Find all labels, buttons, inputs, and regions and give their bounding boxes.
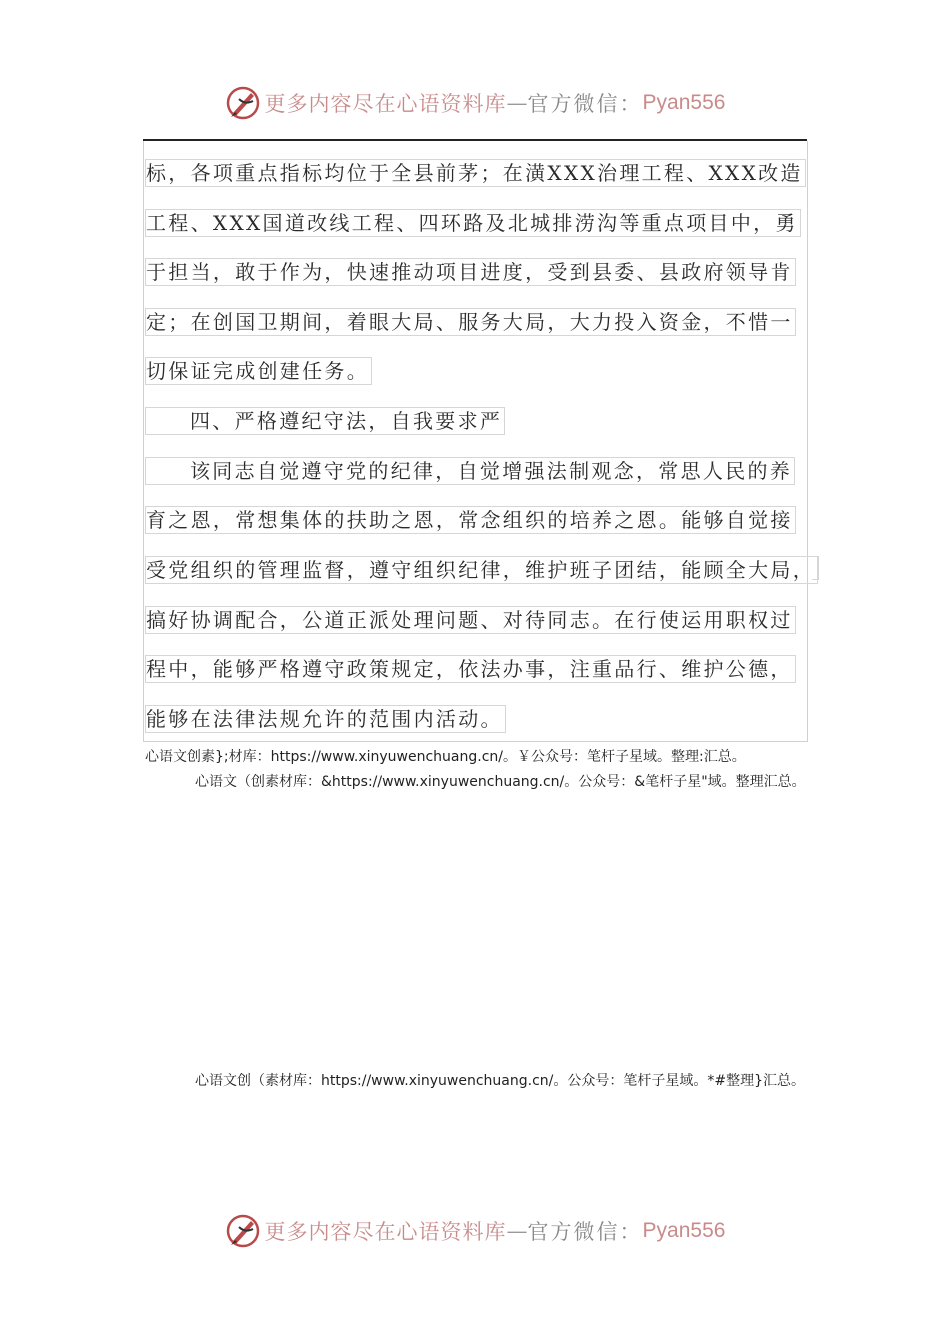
body-line: 搞好协调配合，公道正派处理问题、对待同志。在行使运用职权过 <box>145 606 796 634</box>
brand-separator: — <box>506 1219 528 1243</box>
brand-slogan: 更多内容尽在心语资料库 <box>264 92 507 116</box>
source-note <box>145 1069 810 1094</box>
brand-slogan: 更多内容尽在心语资料库 <box>264 1220 507 1244</box>
source-note-text: 心语文创素};材库：https://www.xinyuwenchuang.cn/。￥公众号：笔杆子星域。整理:汇总。 <box>145 749 746 765</box>
body-line: 能够在法律法规允许的范围内活动。 <box>145 705 506 733</box>
source-note <box>145 770 810 795</box>
body-line: 切保证完成创建任务。 <box>145 357 372 385</box>
source-note <box>145 745 810 770</box>
pen-logo-icon <box>225 1213 261 1249</box>
line-overflow-marker <box>812 556 819 580</box>
body-line: 定；在创国卫期间，着眼大局、服务大局，大力投入资金，不惜一 <box>145 308 796 336</box>
body-line: 受党组织的管理监督，遵守组织纪律，维护班子团结，能顾全大局， <box>145 556 818 584</box>
body-line: 标，各项重点指标均位于全县前茅；在潢XXX治理工程、XXX改造 <box>145 159 806 187</box>
brand-wechat-label: 官方微信： <box>527 92 643 116</box>
header-watermark <box>0 80 950 126</box>
section-heading: 四、严格遵纪守法，自我要求严 <box>145 407 505 435</box>
source-note-text: 心语文（创素材库：&https://www.xinyuwenchuang.cn/。公众号：&笔杆子星"域。整理汇总。 <box>195 774 806 790</box>
brand-separator: — <box>506 91 528 115</box>
body-line: 工程、XXX国道改线工程、四环路及北城排涝沟等重点项目中，勇 <box>145 209 801 237</box>
brand-wechat-label: 官方微信： <box>527 1220 643 1244</box>
footer-watermark <box>0 1208 950 1254</box>
brand-wechat-id: Pyan556 <box>642 91 726 114</box>
body-line: 程中，能够严格遵守政策规定，依法办事，注重品行、维护公德， <box>145 655 796 683</box>
source-note-text: 心语文创（素材库：https://www.xinyuwenchuang.cn/。公众号：笔杆子星域。*#整理}汇总。 <box>195 1073 805 1089</box>
body-line: 于担当，敢于作为，快速推动项目进度，受到县委、县政府领导肯 <box>145 258 796 286</box>
body-line: 育之恩，常想集体的扶助之恩，常念组织的培养之恩。能够自觉接 <box>145 506 796 534</box>
body-line: 该同志自觉遵守党的纪律，自觉增强法制观念，常思人民的养 <box>145 457 795 485</box>
brand-wechat-id: Pyan556 <box>642 1219 726 1242</box>
pen-logo-icon <box>225 85 261 121</box>
